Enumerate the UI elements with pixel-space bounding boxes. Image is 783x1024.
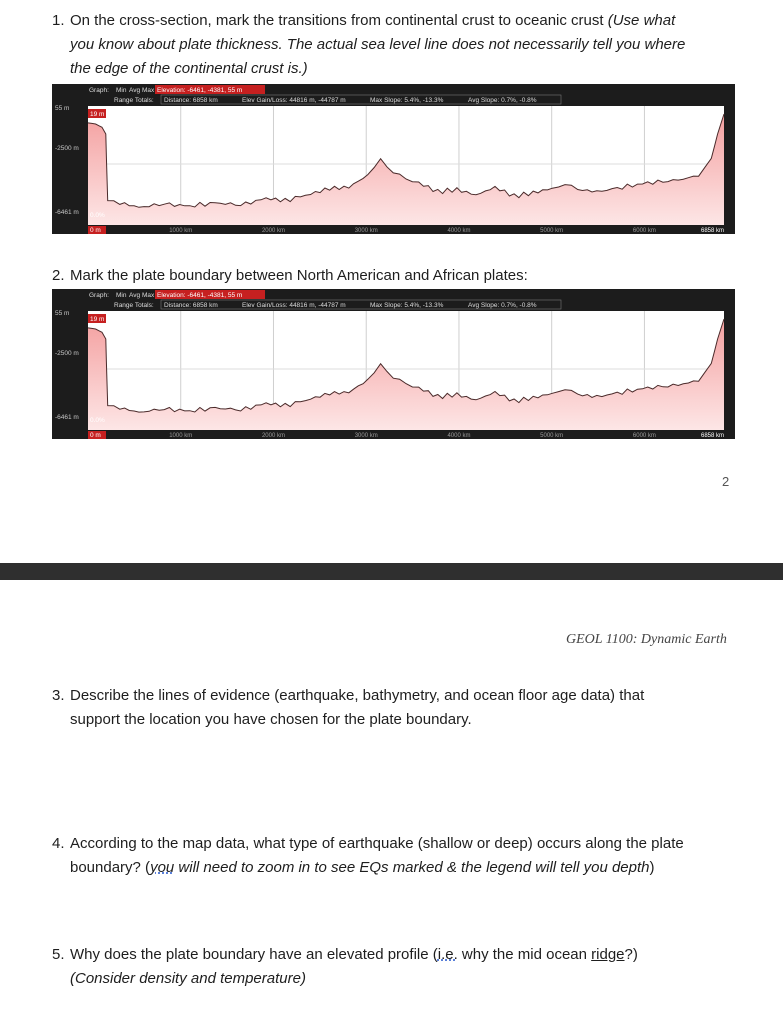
x-tick-label: 6000 km bbox=[632, 433, 656, 439]
avg-slope-text: Avg Slope: 0.7%, -0.8% bbox=[468, 97, 537, 104]
q5-line1-post: ?) bbox=[624, 946, 638, 963]
q2-number: 2. bbox=[52, 267, 65, 284]
x-tick-label: 5000 km bbox=[540, 433, 564, 439]
graph-label: Graph: bbox=[89, 292, 109, 299]
x-tick-label: 4000 km bbox=[447, 433, 471, 439]
page-divider bbox=[0, 563, 783, 580]
q1-line3: the edge of the continental crust is.) bbox=[70, 60, 308, 77]
y-label-mid: -2500 m bbox=[55, 350, 79, 357]
q5-number: 5. bbox=[52, 946, 65, 963]
y-label-mid: -2500 m bbox=[55, 145, 79, 152]
start-distance-text: 0 m bbox=[90, 432, 101, 439]
x-tick-label: 6858 km bbox=[700, 433, 724, 439]
max-slope-text: Max Slope: 5.4%, -13.3% bbox=[370, 302, 444, 309]
avg-slope-text: Avg Slope: 0.7%, -0.8% bbox=[468, 302, 537, 309]
graph-mode-min: Min bbox=[116, 87, 127, 94]
q3-line2: support the location you have chosen for the plate boundary. bbox=[70, 711, 472, 728]
elev-gain-text: Elev Gain/Loss: 44816 m, -44787 m bbox=[242, 302, 346, 309]
q1-line1-italic: (Use what bbox=[607, 12, 676, 29]
question-1 bbox=[52, 9, 742, 81]
x-tick-label: 2000 km bbox=[261, 433, 285, 439]
q5-line1-mid: why the mid ocean bbox=[457, 946, 592, 963]
q5-line1-pre: Why does the plate boundary have an elevated profile ( bbox=[70, 946, 438, 963]
elevation-profile-1 bbox=[52, 84, 735, 234]
elevation-text: Elevation: -6461, -4381, 55 m bbox=[157, 87, 243, 94]
page-number: 2 bbox=[722, 474, 730, 489]
y-label-bottom: -6461 m bbox=[55, 209, 79, 216]
q1-number: 1. bbox=[52, 12, 65, 29]
y-label-top: 55 m bbox=[55, 105, 70, 112]
start-elevation-text: 19 m bbox=[90, 316, 105, 323]
max-slope-text: Max Slope: 5.4%, -13.3% bbox=[370, 97, 444, 104]
x-tick-label: 3000 km bbox=[354, 228, 378, 234]
q1-line2: you know about plate thickness. The actual sea level line does not necessarily tell you where bbox=[70, 36, 686, 53]
distance-text: Distance: 6858 km bbox=[164, 97, 218, 104]
x-tick-label: 1000 km bbox=[169, 433, 193, 439]
start-slope-text: 0.0% bbox=[90, 212, 105, 219]
question-3 bbox=[52, 684, 742, 732]
q4-you-word: you bbox=[150, 859, 175, 876]
y-label-top: 55 m bbox=[55, 310, 70, 317]
q4-line2-pre: boundary? ( bbox=[70, 859, 151, 876]
q5-ridge-word: ridge bbox=[591, 946, 625, 963]
x-tick-label: 5000 km bbox=[540, 228, 564, 234]
graph-mode-avg: Avg bbox=[129, 87, 141, 94]
distance-text: Distance: 6858 km bbox=[164, 302, 218, 309]
graph-mode-max: Max bbox=[142, 292, 155, 299]
q5-ie-word: i.e. bbox=[437, 946, 458, 963]
question-5 bbox=[52, 943, 742, 991]
x-tick-label: 3000 km bbox=[354, 433, 378, 439]
y-label-bottom: -6461 m bbox=[55, 414, 79, 421]
x-tick-label: 1000 km bbox=[169, 228, 193, 234]
elevation-profile-2 bbox=[52, 289, 735, 439]
x-tick-label: 6000 km bbox=[632, 228, 656, 234]
graph-mode-min: Min bbox=[116, 292, 127, 299]
start-elevation-text: 19 m bbox=[90, 111, 105, 118]
q1-line1: On the cross-section, mark the transitions from continental crust to oceanic crust bbox=[70, 12, 608, 29]
course-header: GEOL 1100: Dynamic Earth bbox=[566, 632, 727, 647]
q2-text: Mark the plate boundary between North American and African plates: bbox=[70, 267, 528, 284]
question-4 bbox=[52, 832, 742, 880]
q5-line2: (Consider density and temperature) bbox=[70, 970, 306, 987]
graph-mode-max: Max bbox=[142, 87, 155, 94]
elev-gain-text: Elev Gain/Loss: 44816 m, -44787 m bbox=[242, 97, 346, 104]
q4-line2-italic: will need to zoom in to see EQs marked & the legend will tell you depth bbox=[174, 859, 650, 876]
range-label: Range Totals: bbox=[114, 97, 154, 104]
x-tick-label: 6858 km bbox=[700, 228, 724, 234]
graph-mode-avg: Avg bbox=[129, 292, 141, 299]
q3-number: 3. bbox=[52, 687, 65, 704]
q4-number: 4. bbox=[52, 835, 65, 852]
x-tick-label: 2000 km bbox=[261, 228, 285, 234]
graph-label: Graph: bbox=[89, 87, 109, 94]
q4-line1: According to the map data, what type of earthquake (shallow or deep) occurs along the plate bbox=[70, 835, 684, 852]
start-slope-text: 0.0% bbox=[90, 417, 105, 424]
elevation-text: Elevation: -6461, -4381, 55 m bbox=[157, 292, 243, 299]
x-tick-label: 4000 km bbox=[447, 228, 471, 234]
range-label: Range Totals: bbox=[114, 302, 154, 309]
start-distance-text: 0 m bbox=[90, 227, 101, 234]
q4-line2-post: ) bbox=[649, 859, 655, 876]
q3-line1: Describe the lines of evidence (earthquake, bathymetry, and ocean floor age data) that bbox=[70, 687, 645, 704]
question-2 bbox=[52, 264, 742, 288]
